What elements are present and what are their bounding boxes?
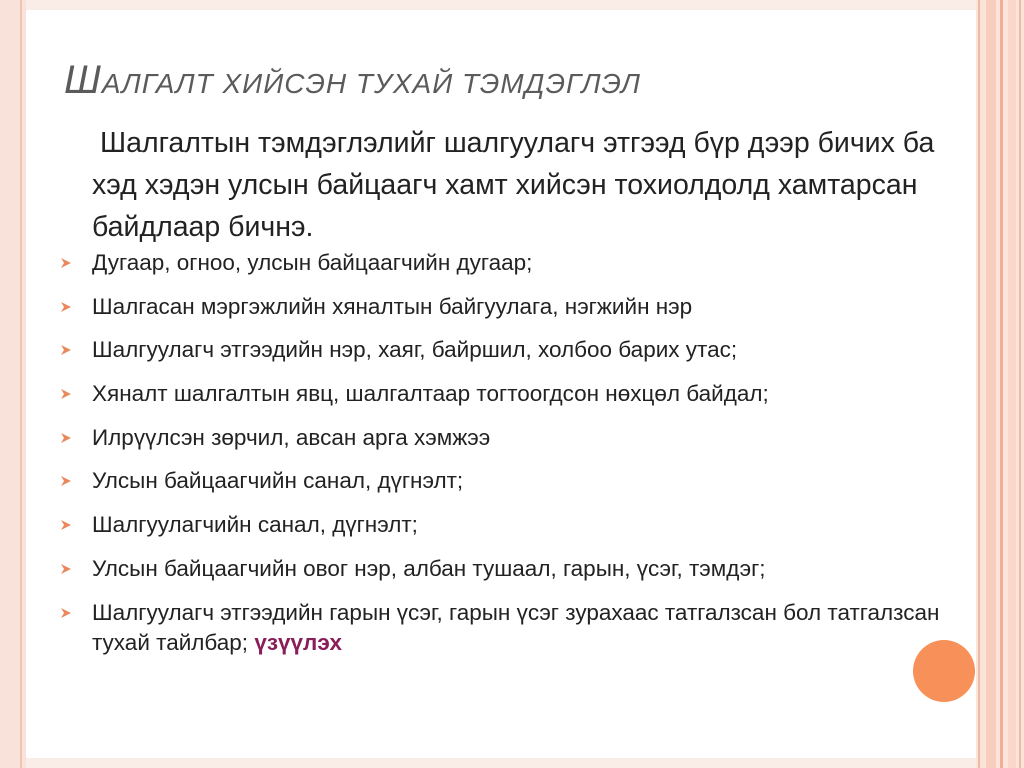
top-frame-band xyxy=(26,0,976,10)
bullet-text: Шалгуулагч этгээдийн нэр, хаяг, байршил, холбоо барих утас; xyxy=(92,337,738,363)
left-frame-line xyxy=(20,0,22,768)
arrowhead-bullet-icon xyxy=(60,513,74,535)
bullet-text: Улсын байцаагчийн овог нэр, албан тушаал, гарын, үсэг, тэмдэг; xyxy=(92,555,766,581)
bullet-item xyxy=(58,466,958,496)
right-stripe xyxy=(1019,0,1021,768)
left-frame-band xyxy=(0,0,26,768)
slide-title: ШАЛГАЛТ ХИЙСЭН ТУХАЙ ТЭМДЭГЛЭЛ xyxy=(64,58,641,102)
arrowhead-bullet-icon xyxy=(60,426,74,448)
bullet-item xyxy=(58,510,958,540)
right-stripe xyxy=(1008,0,1016,768)
arrowhead-bullet-icon xyxy=(60,601,74,623)
intro-paragraph: Шалгалтын тэмдэглэлийг шалгуулагч этгээд бүр дээр бичих ба хэд хэдэн улсын байцаагч хамт хийсэн тохиолдолд хамтарсан байдлаар бичнэ. xyxy=(92,127,935,243)
right-stripe xyxy=(1000,0,1003,768)
bullet-item xyxy=(58,423,958,453)
bullet-item xyxy=(58,248,958,278)
bullet-item xyxy=(58,598,958,658)
bullet-item xyxy=(58,379,958,409)
bullet-text: Дугаар, огноо, улсын байцаагчийн дугаар; xyxy=(92,250,533,275)
bullet-item xyxy=(58,292,958,322)
arrowhead-bullet-icon xyxy=(60,557,74,579)
bullet-text: Шалгасан мэргэжлийн хяналтын байгуулага, нэгжийн нэр xyxy=(92,293,693,319)
bullet-text: Шалгуулагчийн санал, дүгнэлт; xyxy=(92,512,418,538)
bullet-list xyxy=(58,248,958,671)
bottom-frame-band xyxy=(26,758,976,768)
arrowhead-bullet-icon xyxy=(60,251,74,273)
bullet-item xyxy=(58,335,958,365)
bullet-text: Хяналт шалгалтын явц, шалгалтаар тогтоогдсон нөхцөл байдал; xyxy=(92,381,769,407)
bullet-text: Илрүүлсэн зөрчил, авсан арга хэмжээ xyxy=(92,424,491,450)
arrowhead-bullet-icon xyxy=(60,382,74,404)
right-stripe xyxy=(978,0,980,768)
emphasis-text: үзүүлэх xyxy=(254,629,342,655)
decorative-circle xyxy=(913,640,975,702)
arrowhead-bullet-icon xyxy=(60,469,74,491)
right-stripe xyxy=(986,0,996,768)
bullet-item xyxy=(58,554,958,584)
bullet-text: Улсын байцаагчийн санал, дүгнэлт; xyxy=(92,468,464,494)
arrowhead-bullet-icon xyxy=(60,295,74,317)
arrowhead-bullet-icon xyxy=(60,338,74,360)
bullet-text: Шалгуулагч этгээдийн гарын үсэг, гарын үсэг зурахаас татгалзсан бол татгалзсан тухай тайлбар; xyxy=(92,599,940,655)
